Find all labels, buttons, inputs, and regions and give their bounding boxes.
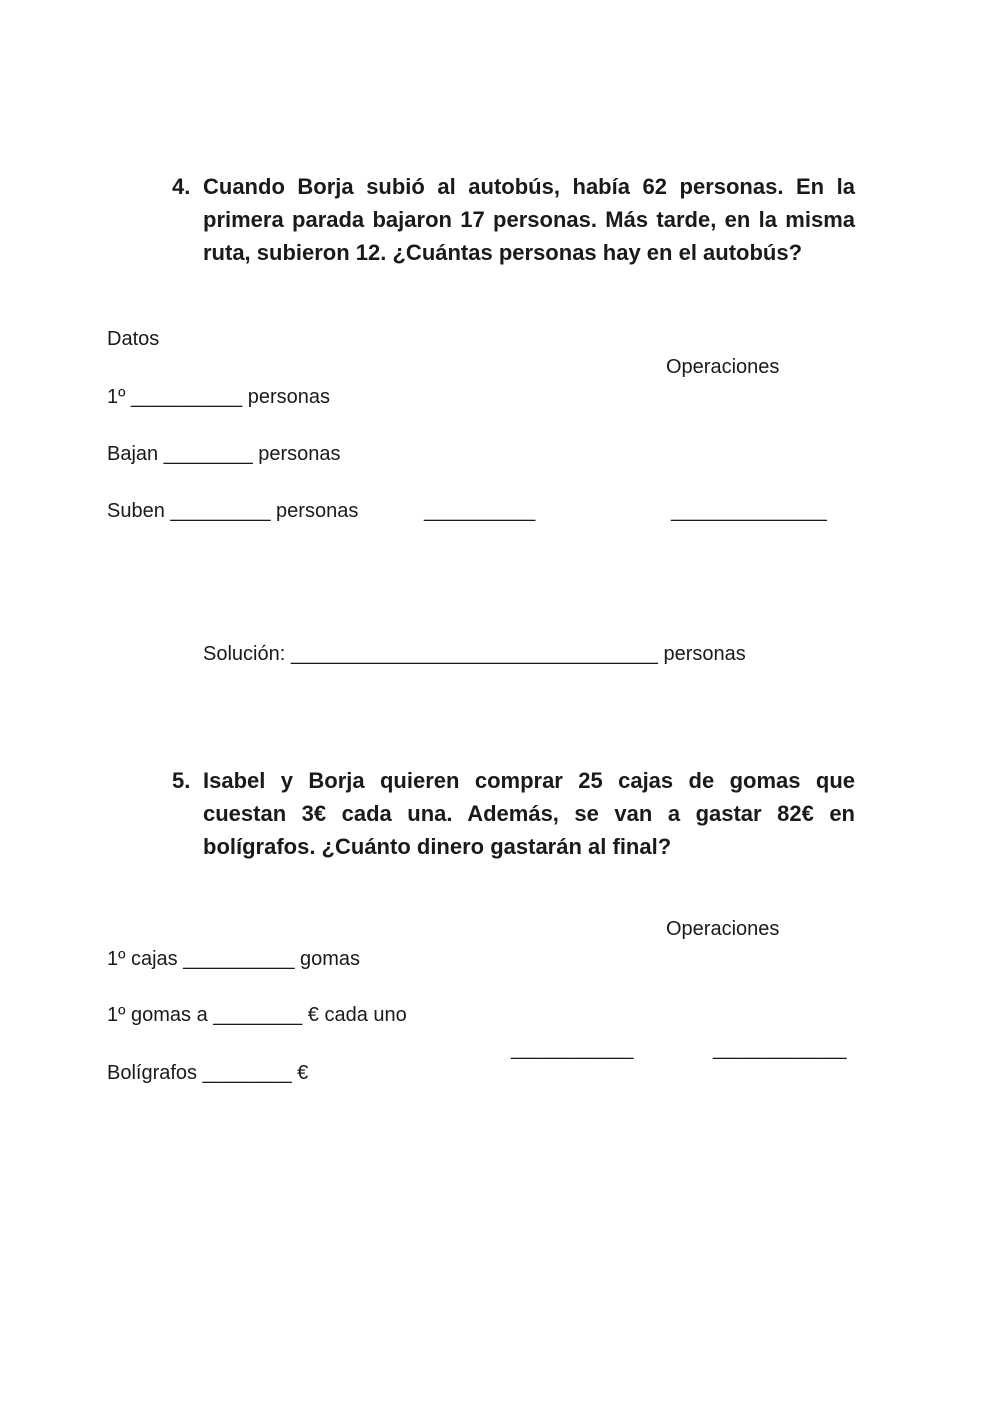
datos-line-gomas: 1º gomas a ________ € cada uno bbox=[107, 1004, 407, 1026]
operation-blank-2: ______________ bbox=[671, 500, 827, 522]
datos-line-primero: 1º __________ personas bbox=[107, 386, 331, 408]
operaciones-label-4: Operaciones bbox=[666, 356, 780, 378]
problem-5-text: Isabel y Borja quieren comprar 25 cajas de gomas que cuestan 3€ cada una. Además, se van a gastar 82€ en bolígrafos. ¿Cuánto dinero gastarán al final? bbox=[203, 768, 855, 859]
operation-blank-3: ___________ bbox=[511, 1038, 634, 1060]
problem-4-number: 4. bbox=[172, 174, 191, 199]
operation-blank-4: ____________ bbox=[713, 1038, 847, 1060]
datos-line-cajas: 1º cajas __________ gomas bbox=[107, 948, 361, 970]
operaciones-label-5: Operaciones bbox=[666, 918, 780, 940]
solucion-line: Solución: _________________________________ personas bbox=[203, 643, 746, 665]
datos-label: Datos bbox=[107, 328, 160, 350]
datos-line-boligrafos: Bolígrafos ________ € bbox=[107, 1062, 309, 1084]
problem-5-number: 5. bbox=[172, 768, 191, 793]
problem-4-text: Cuando Borja subió al autobús, había 62 personas. En la primera parada bajaron 17 personas. Más tarde, en la misma ruta, subieron 12. ¿Cuántas personas hay en el autobús? bbox=[203, 174, 855, 265]
problem-4-statement bbox=[172, 170, 855, 269]
datos-line-bajan: Bajan ________ personas bbox=[107, 443, 341, 465]
operation-blank-1: __________ bbox=[424, 500, 536, 522]
datos-line-suben: Suben _________ personas bbox=[107, 500, 359, 522]
problem-5-statement bbox=[172, 764, 855, 863]
